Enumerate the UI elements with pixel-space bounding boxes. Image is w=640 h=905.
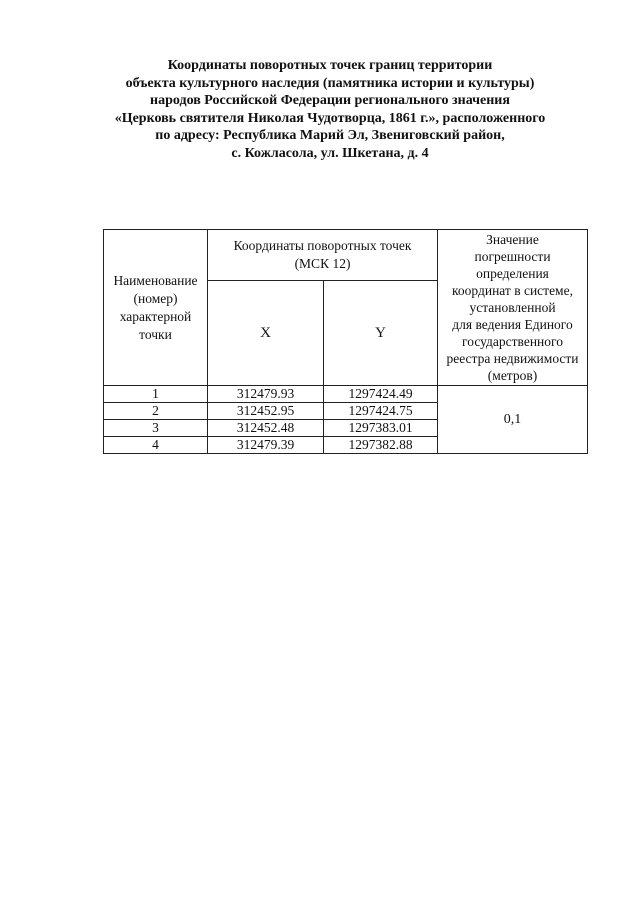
title-line: «Церковь святителя Николая Чудотворца, 1861 г.», расположенного [114, 110, 546, 126]
header-x: X [208, 281, 324, 386]
header-text: характерной [119, 308, 192, 324]
cell-y: 1297424.75 [324, 403, 438, 420]
cell-y: 1297382.88 [324, 437, 438, 454]
header-point-name [104, 230, 208, 386]
table-header-row [104, 230, 588, 281]
title-line: народов Российской Федерации регионального значения [150, 93, 510, 109]
coordinates-table [103, 229, 588, 454]
header-text: для ведения Единого [452, 317, 573, 332]
title-line: объекта культурного наследия (памятника истории и культуры) [125, 75, 535, 91]
header-text: Значение [486, 232, 539, 247]
header-text: погрешности [474, 249, 551, 264]
cell-x: 312452.48 [208, 420, 324, 437]
cell-accuracy: 0,1 [438, 386, 588, 454]
header-text: государственного [462, 334, 563, 349]
header-text: (МСК 12) [294, 256, 351, 271]
header-text: Наименование [113, 272, 198, 288]
cell-point: 1 [104, 386, 208, 403]
cell-point: 2 [104, 403, 208, 420]
header-accuracy [438, 230, 588, 386]
header-y: Y [324, 281, 438, 386]
title-line: с. Кожласола, ул. Шкетана, д. 4 [231, 145, 429, 161]
header-text: реестра недвижимости [446, 351, 579, 366]
cell-x: 312452.95 [208, 403, 324, 420]
cell-point: 4 [104, 437, 208, 454]
cell-point: 3 [104, 420, 208, 437]
title-line: по адресу: Республика Марий Эл, Звениговский район, [155, 128, 505, 144]
header-text: точки [139, 326, 172, 342]
header-text: (номер) [133, 290, 178, 306]
header-text: установленной [469, 300, 556, 315]
header-text: (метров) [487, 368, 538, 383]
header-text: Координаты поворотных точек [233, 238, 412, 253]
header-coordinates [208, 230, 438, 281]
header-text: определения [476, 266, 549, 281]
table-row [104, 386, 588, 403]
cell-y: 1297383.01 [324, 420, 438, 437]
document-title [80, 57, 580, 163]
cell-x: 312479.93 [208, 386, 324, 403]
title-line: Координаты поворотных точек границ территории [167, 58, 493, 73]
cell-x: 312479.39 [208, 437, 324, 454]
cell-y: 1297424.49 [324, 386, 438, 403]
header-text: координат в системе, [452, 283, 573, 298]
